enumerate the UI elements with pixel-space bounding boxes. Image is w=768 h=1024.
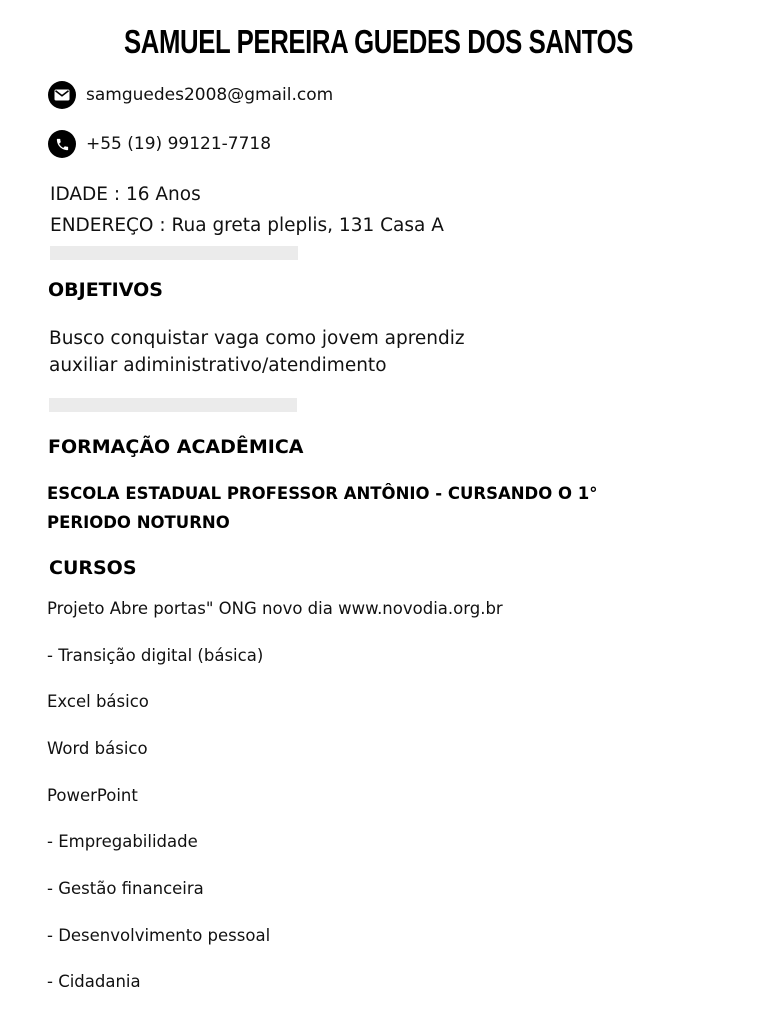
course-item: - Empregabilidade [47,832,198,851]
course-item: PowerPoint [47,786,138,805]
course-item: - Transição digital (básica) [47,646,264,665]
address-line: ENDEREÇO : Rua greta pleplis, 131 Casa A [50,215,444,236]
objectives-line: auxiliar adiministrativo/atendimento [49,355,387,376]
objectives-heading: OBJETIVOS [48,279,163,301]
objectives-line: Busco conquistar vaga como jovem aprendiz [49,328,465,349]
course-item: Word básico [47,739,148,758]
courses-heading: CURSOS [49,557,137,579]
phone-icon [48,130,76,158]
resume-name: SAMUEL PEREIRA GUEDES DOS SANTOS [124,23,634,60]
course-item: Projeto Abre portas" ONG novo dia www.novodia.org.br [47,599,503,618]
divider-bar [49,398,297,412]
education-heading: FORMAÇÃO ACADÊMICA [48,436,304,458]
education-line: ESCOLA ESTADUAL PROFESSOR ANTÔNIO - CURSANDO O 1° [47,484,598,503]
course-item: - Desenvolvimento pessoal [47,926,271,945]
age-line: IDADE : 16 Anos [50,184,201,205]
email-text: samguedes2008@gmail.com [86,85,334,105]
divider-bar [50,246,298,260]
course-item: Excel básico [47,692,149,711]
course-item: - Gestão financeira [47,879,204,898]
phone-text: +55 (19) 99121-7718 [86,134,272,154]
phone-row [48,130,271,158]
envelope-icon [48,81,76,109]
objectives-text [49,325,465,379]
education-entry [47,479,687,537]
email-row [48,81,333,109]
education-line: PERIODO NOTURNO [47,513,230,532]
course-item: - Cidadania [47,972,141,991]
